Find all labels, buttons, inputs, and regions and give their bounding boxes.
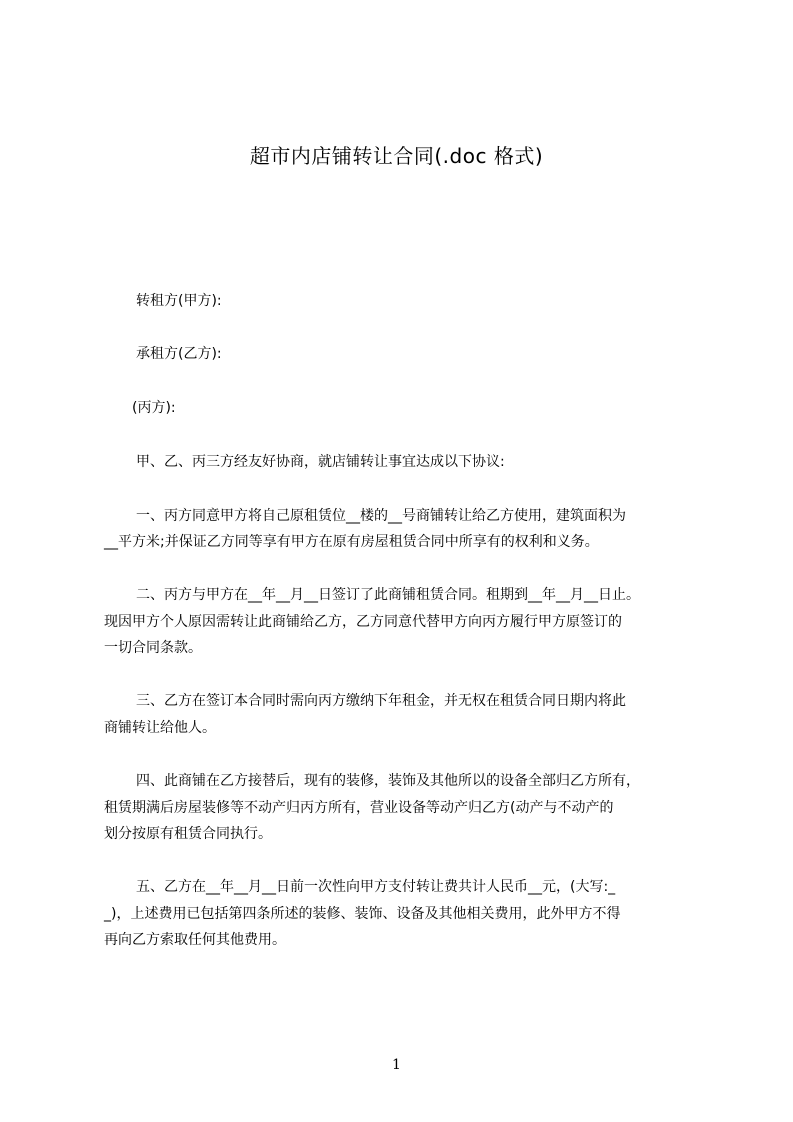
clause-line: 五、乙方在__年__月__日前一次性向甲方支付转让费共计人民币__元，(大写:_ (136, 879, 616, 895)
clause-line: _)，上述费用已包括第四条所述的装修、装饰、设备及其他相关费用，此外甲方不得 (104, 906, 621, 922)
clause-line: 一切合同条款。 (104, 640, 202, 656)
document-title: 超市内店铺转让合同(.doc 格式) (249, 144, 544, 168)
party-transferee-label: 承租方(乙方): (136, 346, 222, 362)
clause-line: 三、乙方在签订本合同时需向丙方缴纳下年租金，并无权在租赁合同日期内将此 (136, 693, 626, 709)
clause-line: 一、丙方同意甲方将自己原租赁位__楼的__号商铺转让给乙方使用，建筑面积为 (136, 508, 626, 524)
clause-line: 划分按原有租赁合同执行。 (104, 826, 272, 842)
clause-line: 四、此商铺在乙方接替后，现有的装修，装饰及其他所以的设备全部归乙方所有， (136, 773, 640, 789)
intro-paragraph: 甲、乙、丙三方经友好协商，就店铺转让事宜达成以下协议: (136, 454, 505, 470)
clause-line: 再向乙方索取任何其他费用。 (104, 932, 286, 948)
party-third-label: (丙方): (132, 400, 176, 416)
clause-line: 现因甲方个人原因需转让此商铺给乙方，乙方同意代替甲方向丙方履行甲方原签订的 (104, 614, 622, 630)
clause-line: 二、丙方与甲方在__年__月__日签订了此商铺租赁合同。租期到__年__月__日止。 (136, 587, 640, 603)
clause-line: __平方米;并保证乙方同等享有甲方在原有房屋租赁合同中所享有的权利和义务。 (104, 534, 599, 550)
party-transferor-label: 转租方(甲方): (136, 293, 222, 309)
page-number: 1 (392, 1057, 401, 1073)
clause-line: 商铺转让给他人。 (104, 720, 216, 736)
clause-line: 租赁期满后房屋装修等不动产归丙方所有，营业设备等动产归乙方(动产与不动产的 (104, 800, 614, 816)
